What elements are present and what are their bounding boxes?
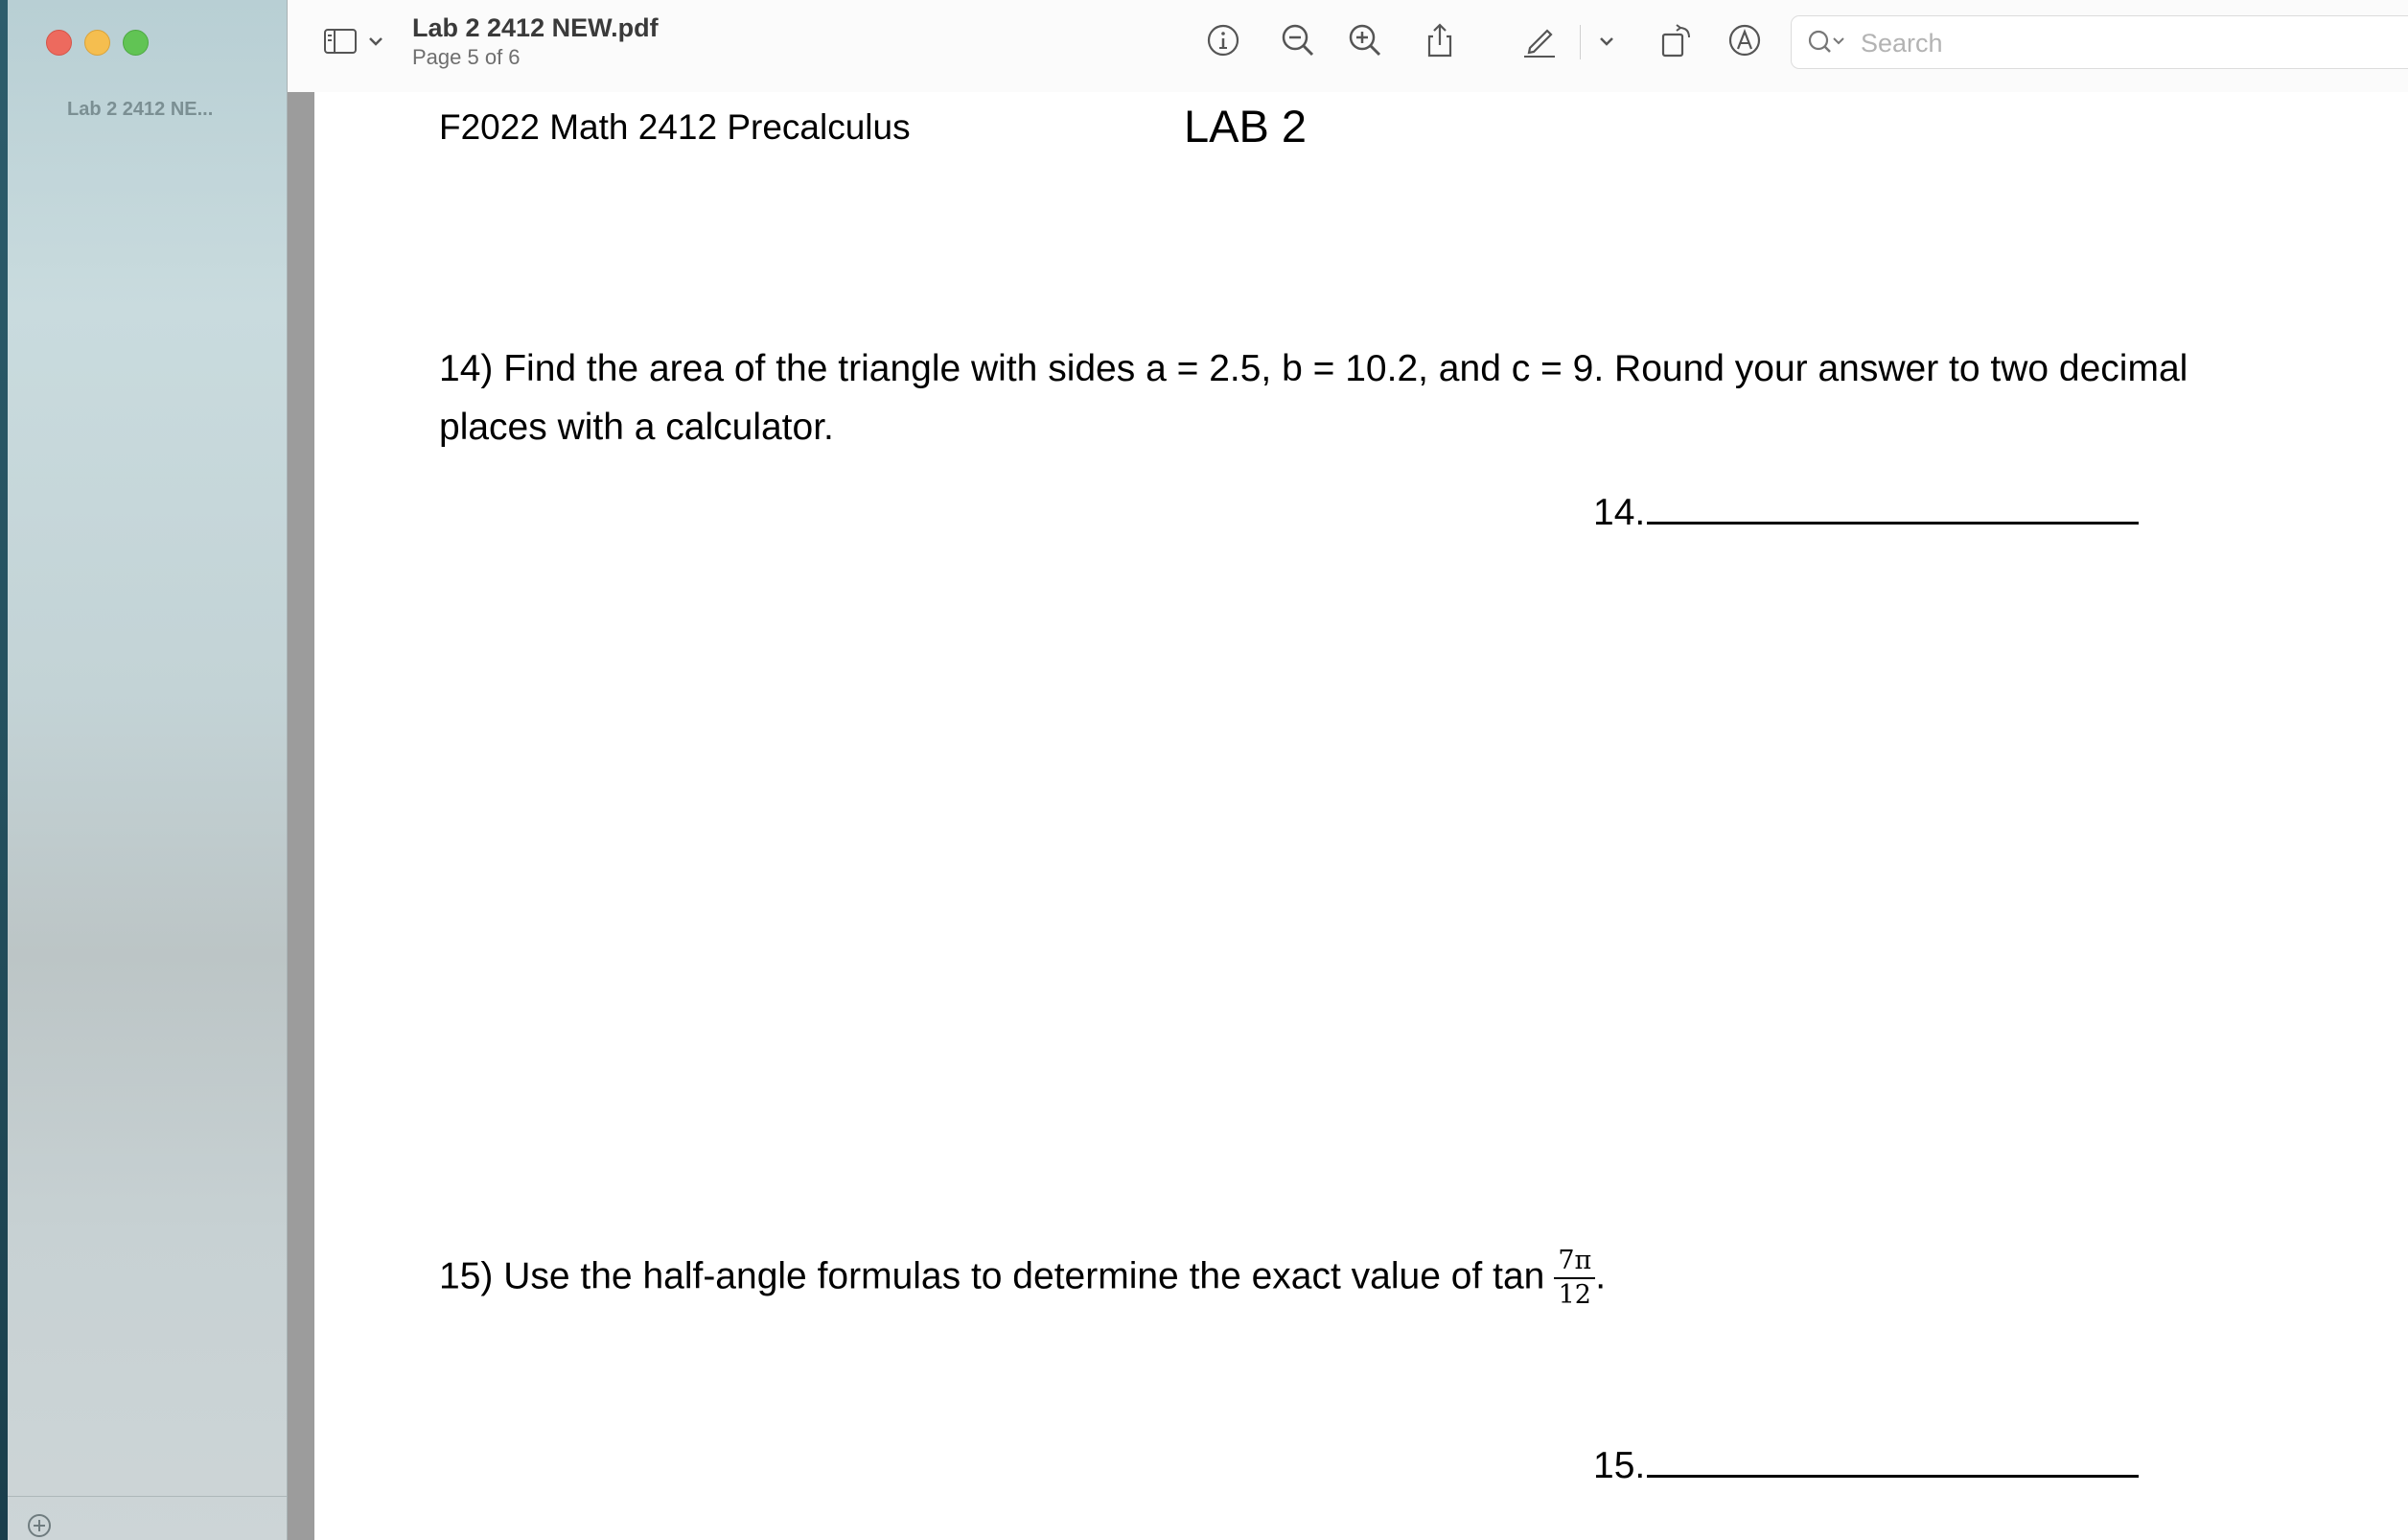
chevron-down-icon[interactable] bbox=[364, 21, 387, 59]
answer-label-15: 15. bbox=[1593, 1445, 1646, 1486]
question-15 bbox=[439, 1245, 2260, 1312]
page-thumbnail-label[interactable]: Lab 2 2412 NE... bbox=[67, 99, 214, 120]
answer-line-14 bbox=[1593, 487, 2139, 534]
fraction-denominator: 12 bbox=[1558, 1280, 1591, 1310]
fraction-7pi-over-12 bbox=[1554, 1245, 1595, 1312]
answer-blank-15 bbox=[1647, 1440, 2139, 1478]
question-15-text: 15) Use the half-angle formulas to determine the exact value of tan bbox=[439, 1255, 1545, 1297]
zoom-out-icon[interactable] bbox=[1279, 21, 1317, 59]
answer-label-14: 14. bbox=[1593, 492, 1646, 533]
document-title: Lab 2 2412 NEW.pdf bbox=[412, 13, 659, 42]
fraction-numerator: 7π bbox=[1554, 1245, 1595, 1279]
question-14: 14) Find the area of the triangle with sides a = 2.5, b = 10.2, and c = 9. Round your answer to two decimal places with a calculator. bbox=[439, 348, 2188, 448]
answer-line-15 bbox=[1593, 1440, 2139, 1487]
markup-icon[interactable] bbox=[1725, 21, 1764, 59]
toolbar-separator bbox=[1580, 25, 1581, 59]
sidebar bbox=[8, 0, 288, 1540]
question-15-period: . bbox=[1595, 1255, 1607, 1297]
minimize-window-button[interactable] bbox=[84, 30, 110, 56]
add-icon[interactable] bbox=[27, 1513, 52, 1538]
answer-blank-14 bbox=[1647, 487, 2139, 525]
search-input[interactable] bbox=[1791, 15, 2408, 69]
sidebar-divider bbox=[8, 1496, 287, 1497]
lab-title: LAB 2 bbox=[1184, 101, 1308, 152]
info-icon[interactable] bbox=[1204, 21, 1242, 59]
close-window-button[interactable] bbox=[46, 30, 72, 56]
search-icon bbox=[1807, 28, 1849, 57]
zoom-window-button[interactable] bbox=[123, 30, 149, 56]
sidebar-toggle-icon[interactable] bbox=[322, 21, 360, 59]
highlight-pen-icon[interactable] bbox=[1520, 21, 1559, 59]
rotate-icon[interactable] bbox=[1658, 21, 1697, 59]
page-indicator: Page 5 of 6 bbox=[412, 45, 521, 69]
desktop-background bbox=[0, 0, 8, 1540]
pdf-page[interactable] bbox=[314, 92, 2408, 1540]
search-placeholder: Search bbox=[1861, 29, 1943, 58]
zoom-in-icon[interactable] bbox=[1346, 21, 1384, 59]
chevron-down-icon[interactable] bbox=[1595, 21, 1618, 59]
course-header: F2022 Math 2412 Precalculus bbox=[439, 107, 911, 147]
page-gutter bbox=[288, 92, 314, 1540]
share-icon[interactable] bbox=[1421, 21, 1459, 59]
